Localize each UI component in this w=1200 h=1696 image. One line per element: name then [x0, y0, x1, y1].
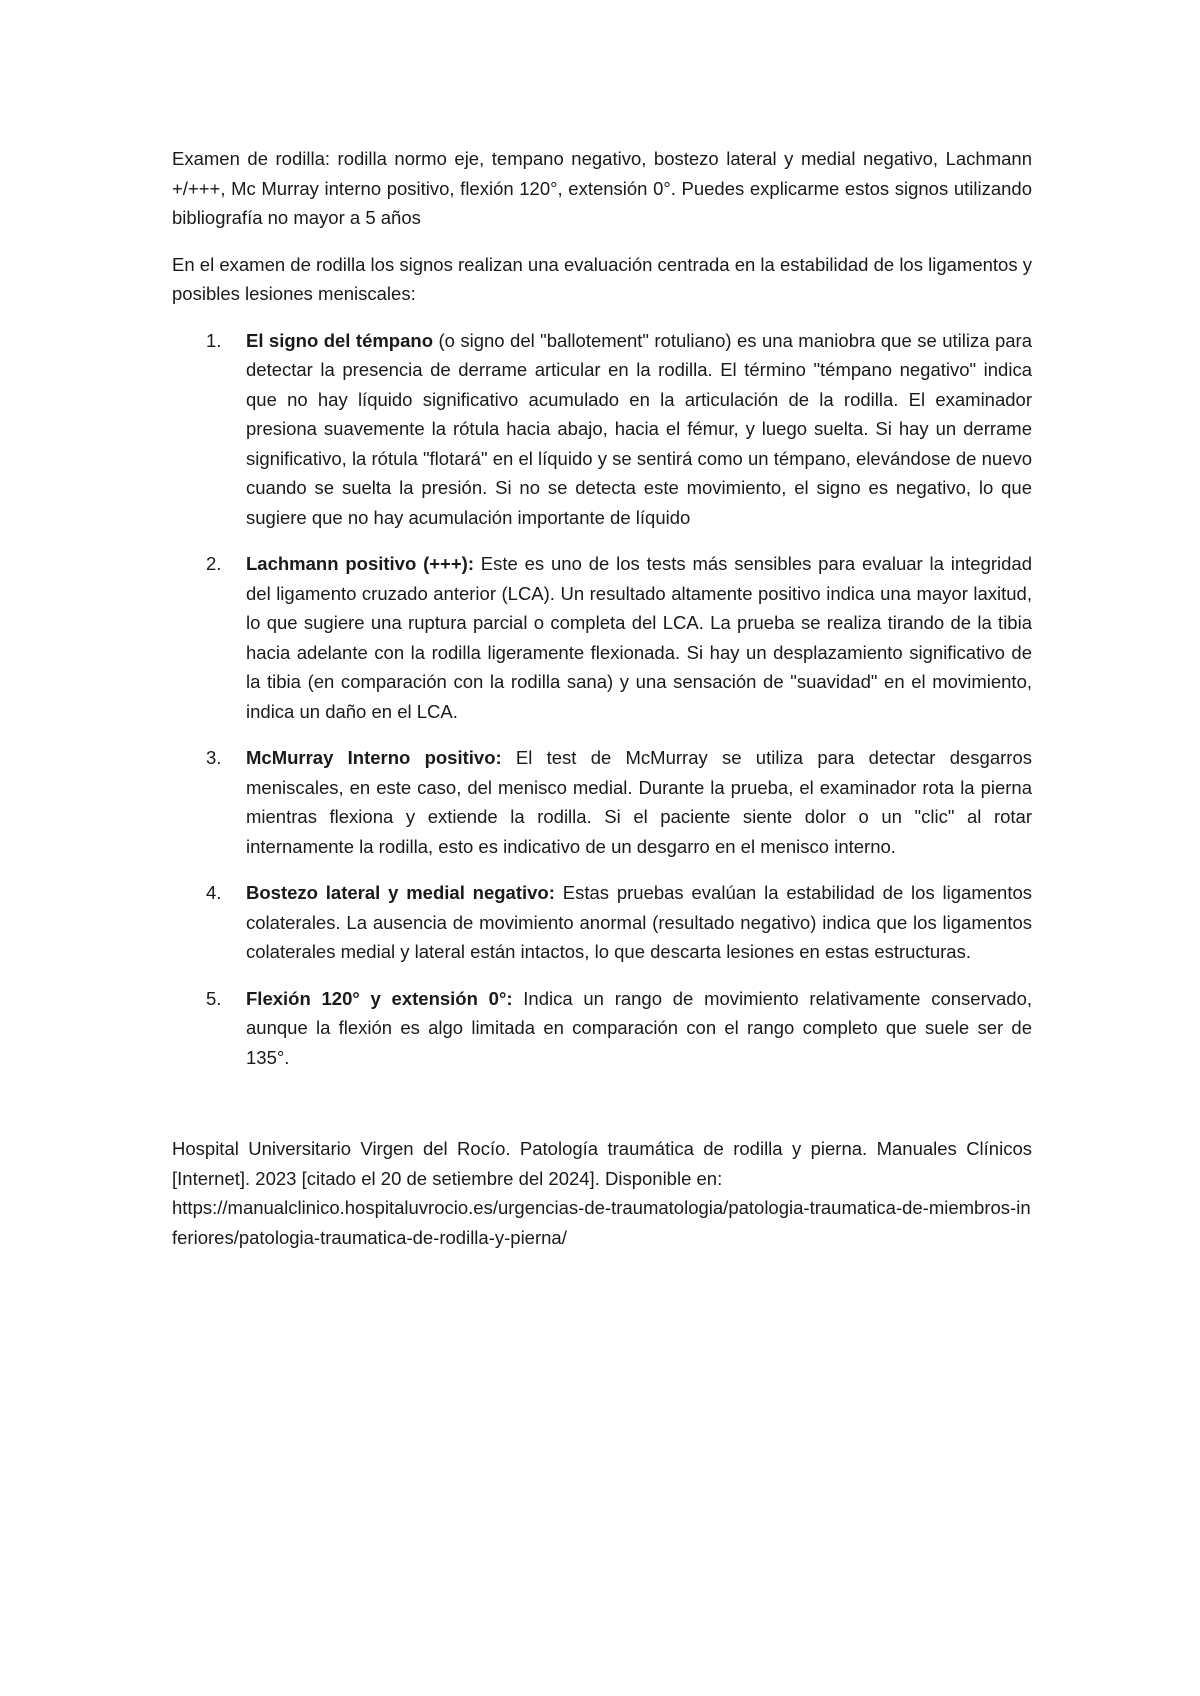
list-item-number: 1. — [206, 329, 222, 351]
list-item-number: 2. — [206, 553, 222, 574]
list-item-title: El signo del témpano — [246, 329, 433, 351]
list-item-number: 5. — [206, 987, 222, 1009]
list-item — [172, 878, 1032, 967]
list-item-title: McMurray Interno positivo: — [246, 747, 502, 768]
list-item — [172, 549, 1032, 726]
list-item — [172, 326, 1032, 533]
list-item — [172, 743, 1032, 861]
question-paragraph: Examen de rodilla: rodilla normo eje, tempano negativo, bostezo lateral y medial negativo, Lachmann +/+++, Mc Murray interno positivo, flexión 120°, extensión 0°. Puedes explicarme estos signos utilizando bibliografía no mayor a 5 años — [172, 148, 1032, 228]
list-item-text: Este es uno de los tests más sensibles para evaluar la integridad del ligamento cruzado anterior (LCA). Un resultado altamente positivo indica una mayor laxitud, lo que sugiere una ruptura parcial o completa del LCA. La prueba se realiza tirando de la tibia hacia adelante con la rodilla ligeramente flexionada. Si hay un desplazamiento significativo de la tibia (en comparación con la rodilla sana) y una sensación de "suavidad" en el movimiento, indica un daño en el LCA. — [246, 553, 1032, 722]
list-item-text: (o signo del "ballotement" rotuliano) es una maniobra que se utiliza para detectar la presencia de derrame articular en la rodilla. El término "témpano negativo" indica que no hay líquido significativo acumulado en la articulación de la rodilla. El examinador presiona suavemente la rótula hacia abajo, hacia el fémur, y luego suelta. Si hay un derrame significativo, la rótula "flotará" en el líquido y se sentirá como un témpano, elevándose de nuevo cuando se suelta la presión. Si no se detecta este movimiento, el signo es negativo, lo que sugiere que no hay acumulación importante de líquido — [246, 329, 1032, 528]
list-item-text: El test de McMurray se utiliza para detectar desgarros meniscales, en este caso, del menisco medial. Durante la prueba, el examinador rota la pierna mientras flexiona y extiende la rodilla. Si el paciente siente dolor o un "clic" al rotar internamente la rodilla, esto es indicativo de un desgarro en el menisco interno. — [246, 747, 1032, 857]
list-item-number: 4. — [206, 882, 222, 903]
reference-url: https://manualclinico.hospitaluvrocio.es/urgencias-de-traumatologia/patologia-traumatica-de-miembros-inferiores/patologia-traumatica-de-rodilla-y-pierna/ — [172, 1197, 1031, 1248]
reference-text: Hospital Universitario Virgen del Rocío. Patología traumática de rodilla y pierna. Manuales Clínicos [Internet]. 2023 [citado el 20 de setiembre del 2024]. Disponible en: — [172, 1138, 1032, 1189]
list-item-number: 3. — [206, 747, 222, 768]
list-item-title: Flexión 120° y extensión 0°: — [246, 987, 513, 1009]
list-item-title: Bostezo lateral y medial negativo: — [246, 882, 555, 903]
document-body — [172, 144, 1032, 1252]
list-item-text: Indica un rango de movimiento relativamente conservado, aunque la flexión es algo limitada en comparación con el rango completo que suele ser de 135°. — [246, 987, 1033, 1068]
list-item-text: Estas pruebas evalúan la estabilidad de los ligamentos colaterales. La ausencia de movimiento anormal (resultado negativo) indica que los ligamentos colaterales medial y lateral están intactos, lo que descarta lesiones en estas estructuras. — [246, 882, 1032, 962]
list-item — [172, 984, 1032, 1073]
list-item-title: Lachmann positivo (+++): — [246, 553, 474, 574]
reference-block — [172, 1134, 1032, 1252]
intro-paragraph: En el examen de rodilla los signos realizan una evaluación centrada en la estabilidad de los ligamentos y posibles lesiones meniscales: — [172, 253, 1032, 304]
signs-list — [172, 326, 1032, 1073]
